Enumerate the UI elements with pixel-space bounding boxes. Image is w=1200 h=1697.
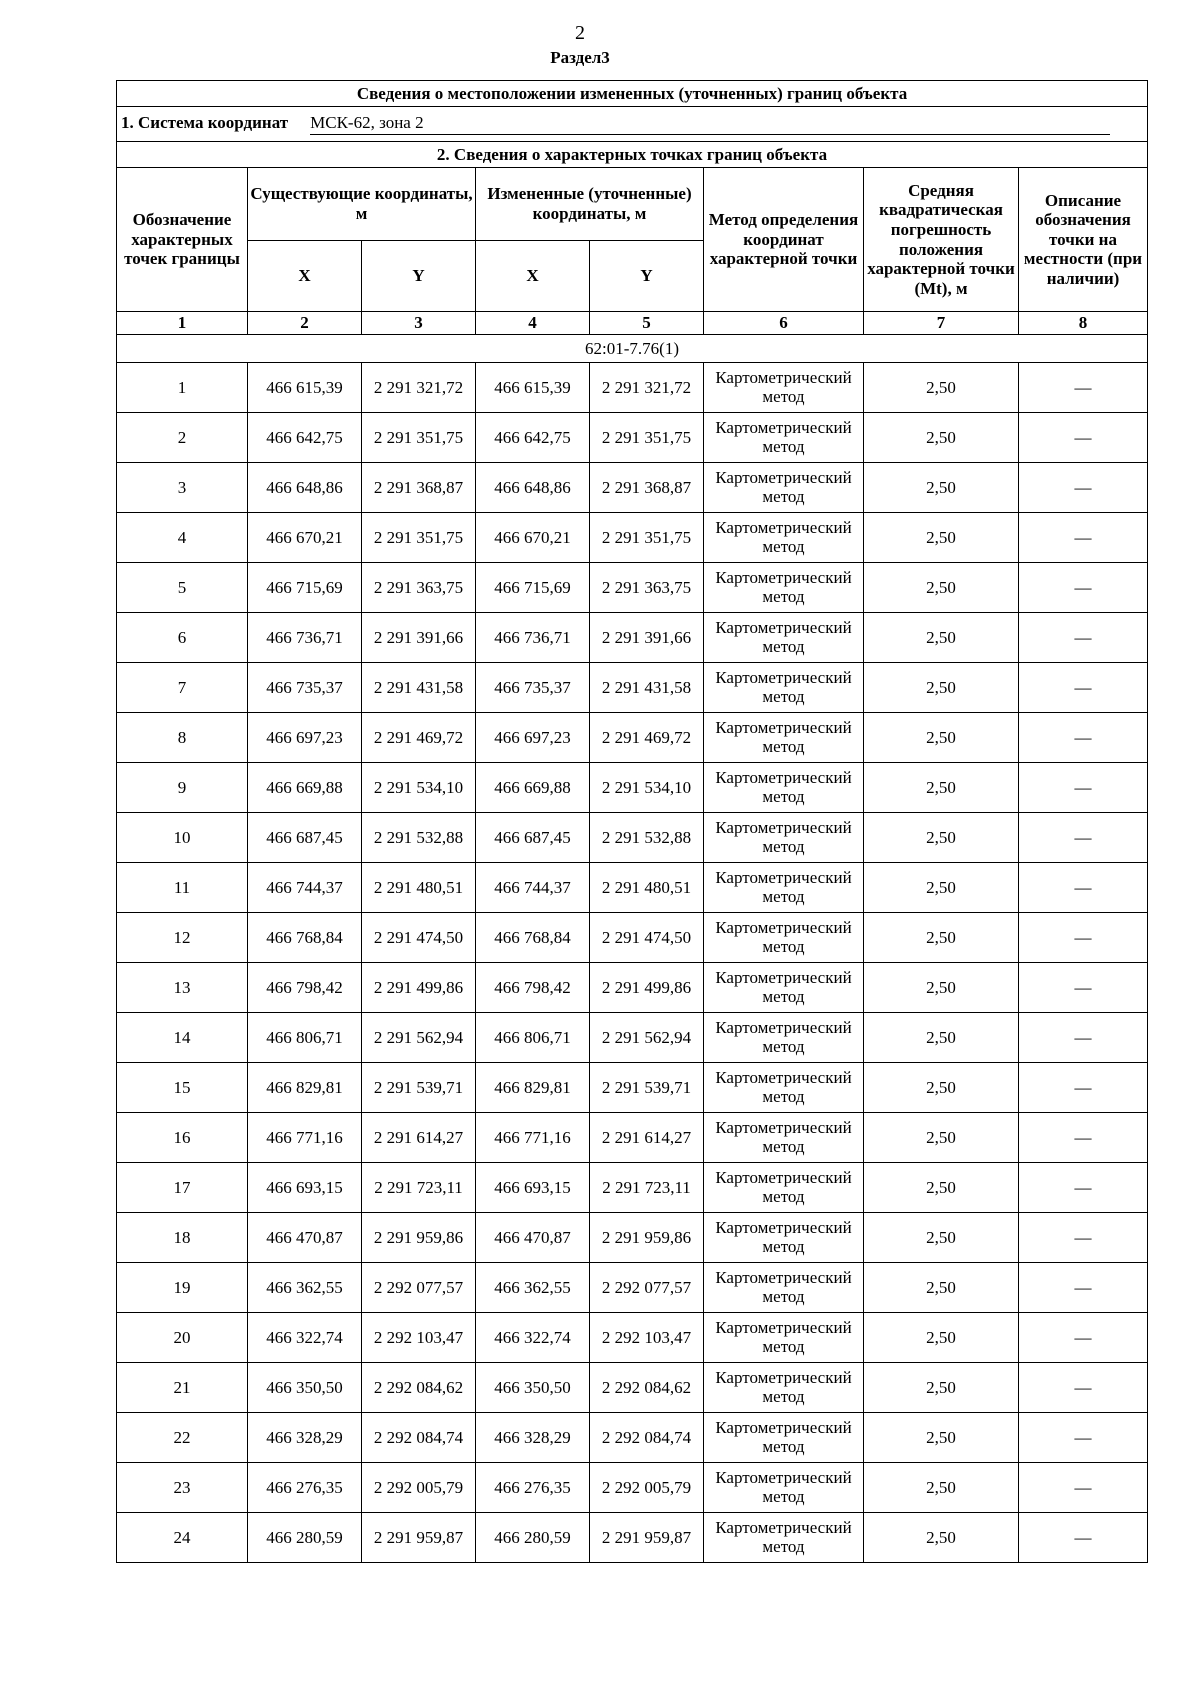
description-cell: — [1019, 363, 1148, 413]
table-row [117, 813, 1148, 863]
coordinate-system-value: МСК-62, зона 2 [310, 113, 1110, 135]
table-row [117, 1063, 1148, 1113]
method-cell: Картометрический метод [704, 1413, 864, 1463]
existing-y-cell: 2 291 532,88 [362, 813, 476, 863]
error-cell: 2,50 [864, 1113, 1019, 1163]
description-cell: — [1019, 863, 1148, 913]
col-number: 6 [704, 312, 864, 335]
col-number: 4 [476, 312, 590, 335]
error-cell: 2,50 [864, 763, 1019, 813]
method-cell: Картометрический метод [704, 1113, 864, 1163]
method-cell: Картометрический метод [704, 413, 864, 463]
method-cell: Картометрический метод [704, 863, 864, 913]
method-cell: Картометрический метод [704, 713, 864, 763]
existing-y-cell: 2 291 431,58 [362, 663, 476, 713]
description-cell: — [1019, 1213, 1148, 1263]
header-existing-x: X [248, 241, 362, 312]
table-row [117, 663, 1148, 713]
method-cell: Картометрический метод [704, 1063, 864, 1113]
existing-x-cell: 466 735,37 [248, 663, 362, 713]
changed-y-cell: 2 291 351,75 [590, 513, 704, 563]
header-method: Метод определения координат характерной точки [704, 168, 864, 312]
parcel-number: 62:01-7.76(1) [117, 335, 1148, 363]
existing-y-cell: 2 292 084,74 [362, 1413, 476, 1463]
method-cell: Картометрический метод [704, 763, 864, 813]
existing-x-cell: 466 670,21 [248, 513, 362, 563]
table-row [117, 1263, 1148, 1313]
error-cell: 2,50 [864, 1063, 1019, 1113]
existing-y-cell: 2 291 469,72 [362, 713, 476, 763]
changed-y-cell: 2 291 431,58 [590, 663, 704, 713]
method-cell: Картометрический метод [704, 1013, 864, 1063]
description-cell: — [1019, 563, 1148, 613]
point-number-cell: 22 [117, 1413, 248, 1463]
changed-x-cell: 466 771,16 [476, 1113, 590, 1163]
point-number-cell: 1 [117, 363, 248, 413]
point-number-cell: 24 [117, 1513, 248, 1563]
error-cell: 2,50 [864, 463, 1019, 513]
existing-y-cell: 2 291 959,87 [362, 1513, 476, 1563]
changed-y-cell: 2 292 084,62 [590, 1363, 704, 1413]
existing-x-cell: 466 771,16 [248, 1113, 362, 1163]
point-number-cell: 3 [117, 463, 248, 513]
changed-x-cell: 466 693,15 [476, 1163, 590, 1213]
existing-y-cell: 2 291 351,75 [362, 513, 476, 563]
changed-x-cell: 466 744,37 [476, 863, 590, 913]
description-cell: — [1019, 713, 1148, 763]
table-row [117, 563, 1148, 613]
error-cell: 2,50 [864, 1363, 1019, 1413]
table-row [117, 963, 1148, 1013]
method-cell: Картометрический метод [704, 463, 864, 513]
point-number-cell: 6 [117, 613, 248, 663]
existing-y-cell: 2 291 391,66 [362, 613, 476, 663]
col-number: 1 [117, 312, 248, 335]
method-cell: Картометрический метод [704, 1263, 864, 1313]
existing-x-cell: 466 280,59 [248, 1513, 362, 1563]
table-row [117, 363, 1148, 413]
point-number-cell: 20 [117, 1313, 248, 1363]
error-cell: 2,50 [864, 1313, 1019, 1363]
existing-y-cell: 2 291 480,51 [362, 863, 476, 913]
col-number: 7 [864, 312, 1019, 335]
error-cell: 2,50 [864, 1513, 1019, 1563]
error-cell: 2,50 [864, 413, 1019, 463]
table-row [117, 1363, 1148, 1413]
method-cell: Картометрический метод [704, 1213, 864, 1263]
method-cell: Картометрический метод [704, 1313, 864, 1363]
existing-y-cell: 2 291 723,11 [362, 1163, 476, 1213]
changed-x-cell: 466 328,29 [476, 1413, 590, 1463]
method-cell: Картометрический метод [704, 513, 864, 563]
point-number-cell: 23 [117, 1463, 248, 1513]
changed-y-cell: 2 291 532,88 [590, 813, 704, 863]
changed-y-cell: 2 291 474,50 [590, 913, 704, 963]
existing-x-cell: 466 736,71 [248, 613, 362, 663]
error-cell: 2,50 [864, 1163, 1019, 1213]
header-point: Обозначение характерных точек границы [117, 168, 248, 312]
description-cell: — [1019, 1413, 1148, 1463]
existing-x-cell: 466 687,45 [248, 813, 362, 863]
point-number-cell: 13 [117, 963, 248, 1013]
changed-x-cell: 466 362,55 [476, 1263, 590, 1313]
table-row [117, 863, 1148, 913]
description-cell: — [1019, 413, 1148, 463]
changed-y-cell: 2 291 614,27 [590, 1113, 704, 1163]
changed-y-cell: 2 291 534,10 [590, 763, 704, 813]
changed-y-cell: 2 291 321,72 [590, 363, 704, 413]
changed-y-cell: 2 292 077,57 [590, 1263, 704, 1313]
table-row [117, 1463, 1148, 1513]
point-number-cell: 17 [117, 1163, 248, 1213]
col-number: 8 [1019, 312, 1148, 335]
existing-y-cell: 2 292 005,79 [362, 1463, 476, 1513]
existing-y-cell: 2 291 321,72 [362, 363, 476, 413]
changed-y-cell: 2 292 084,74 [590, 1413, 704, 1463]
changed-x-cell: 466 280,59 [476, 1513, 590, 1563]
col-number: 2 [248, 312, 362, 335]
error-cell: 2,50 [864, 1213, 1019, 1263]
method-cell: Картометрический метод [704, 1163, 864, 1213]
method-cell: Картометрический метод [704, 1463, 864, 1513]
existing-y-cell: 2 291 499,86 [362, 963, 476, 1013]
changed-y-cell: 2 291 562,94 [590, 1013, 704, 1063]
error-cell: 2,50 [864, 913, 1019, 963]
existing-x-cell: 466 744,37 [248, 863, 362, 913]
existing-y-cell: 2 291 534,10 [362, 763, 476, 813]
table-row [117, 613, 1148, 663]
error-cell: 2,50 [864, 563, 1019, 613]
table-row [117, 913, 1148, 963]
table-row [117, 1513, 1148, 1563]
table-row [117, 413, 1148, 463]
existing-x-cell: 466 806,71 [248, 1013, 362, 1063]
changed-x-cell: 466 470,87 [476, 1213, 590, 1263]
point-number-cell: 8 [117, 713, 248, 763]
table-row [117, 463, 1148, 513]
description-cell: — [1019, 1063, 1148, 1113]
changed-x-cell: 466 648,86 [476, 463, 590, 513]
description-cell: — [1019, 1163, 1148, 1213]
description-cell: — [1019, 1263, 1148, 1313]
table-row [117, 1113, 1148, 1163]
description-cell: — [1019, 813, 1148, 863]
changed-x-cell: 466 798,42 [476, 963, 590, 1013]
existing-y-cell: 2 291 351,75 [362, 413, 476, 463]
point-number-cell: 14 [117, 1013, 248, 1063]
point-number-cell: 9 [117, 763, 248, 813]
error-cell: 2,50 [864, 813, 1019, 863]
existing-y-cell: 2 291 363,75 [362, 563, 476, 613]
existing-y-cell: 2 292 077,57 [362, 1263, 476, 1313]
description-cell: — [1019, 1513, 1148, 1563]
table-row [117, 1313, 1148, 1363]
error-cell: 2,50 [864, 513, 1019, 563]
page-number: 2 [575, 22, 585, 44]
point-number-cell: 2 [117, 413, 248, 463]
changed-y-cell: 2 291 499,86 [590, 963, 704, 1013]
changed-x-cell: 466 829,81 [476, 1063, 590, 1113]
changed-x-cell: 466 715,69 [476, 563, 590, 613]
description-cell: — [1019, 513, 1148, 563]
changed-x-cell: 466 642,75 [476, 413, 590, 463]
existing-y-cell: 2 291 368,87 [362, 463, 476, 513]
section-title: Раздел3 [550, 48, 610, 67]
point-number-cell: 15 [117, 1063, 248, 1113]
existing-x-cell: 466 322,74 [248, 1313, 362, 1363]
existing-x-cell: 466 470,87 [248, 1213, 362, 1263]
error-cell: 2,50 [864, 613, 1019, 663]
method-cell: Картометрический метод [704, 1513, 864, 1563]
method-cell: Картометрический метод [704, 1363, 864, 1413]
existing-x-cell: 466 362,55 [248, 1263, 362, 1313]
error-cell: 2,50 [864, 1263, 1019, 1313]
changed-x-cell: 466 322,74 [476, 1313, 590, 1363]
table-row [117, 1163, 1148, 1213]
method-cell: Картометрический метод [704, 663, 864, 713]
existing-y-cell: 2 291 959,86 [362, 1213, 476, 1263]
changed-x-cell: 466 687,45 [476, 813, 590, 863]
method-cell: Картометрический метод [704, 613, 864, 663]
header-error: Средняя квадратическая погрешность положения характерной точки (Mt), м [864, 168, 1019, 312]
header-existing-coords: Существующие координаты, м [248, 168, 476, 241]
header-changed-coords: Измененные (уточненные) координаты, м [476, 168, 704, 241]
existing-x-cell: 466 276,35 [248, 1463, 362, 1513]
point-number-cell: 5 [117, 563, 248, 613]
existing-x-cell: 466 697,23 [248, 713, 362, 763]
header-changed-y: Y [590, 241, 704, 312]
header-existing-y: Y [362, 241, 476, 312]
error-cell: 2,50 [864, 1463, 1019, 1513]
changed-x-cell: 466 276,35 [476, 1463, 590, 1513]
header-changed-x: X [476, 241, 590, 312]
table-row [117, 763, 1148, 813]
existing-x-cell: 466 328,29 [248, 1413, 362, 1463]
description-cell: — [1019, 1463, 1148, 1513]
description-cell: — [1019, 613, 1148, 663]
existing-x-cell: 466 648,86 [248, 463, 362, 513]
changed-y-cell: 2 292 005,79 [590, 1463, 704, 1513]
error-cell: 2,50 [864, 963, 1019, 1013]
points-section-title: 2. Сведения о характерных точках границ объекта [117, 142, 1148, 168]
description-cell: — [1019, 1113, 1148, 1163]
changed-x-cell: 466 669,88 [476, 763, 590, 813]
changed-y-cell: 2 291 723,11 [590, 1163, 704, 1213]
existing-x-cell: 466 715,69 [248, 563, 362, 613]
changed-y-cell: 2 291 959,86 [590, 1213, 704, 1263]
existing-x-cell: 466 829,81 [248, 1063, 362, 1113]
method-cell: Картометрический метод [704, 963, 864, 1013]
changed-y-cell: 2 292 103,47 [590, 1313, 704, 1363]
description-cell: — [1019, 1363, 1148, 1413]
existing-y-cell: 2 291 614,27 [362, 1113, 476, 1163]
description-cell: — [1019, 913, 1148, 963]
boundary-points-table [116, 80, 1148, 1563]
table-row [117, 1413, 1148, 1463]
changed-x-cell: 466 806,71 [476, 1013, 590, 1063]
changed-y-cell: 2 291 539,71 [590, 1063, 704, 1113]
error-cell: 2,50 [864, 863, 1019, 913]
method-cell: Картометрический метод [704, 913, 864, 963]
point-number-cell: 12 [117, 913, 248, 963]
description-cell: — [1019, 463, 1148, 513]
changed-y-cell: 2 291 351,75 [590, 413, 704, 463]
changed-y-cell: 2 291 391,66 [590, 613, 704, 663]
existing-x-cell: 466 693,15 [248, 1163, 362, 1213]
point-number-cell: 7 [117, 663, 248, 713]
method-cell: Картометрический метод [704, 563, 864, 613]
method-cell: Картометрический метод [704, 363, 864, 413]
existing-x-cell: 466 642,75 [248, 413, 362, 463]
changed-y-cell: 2 291 368,87 [590, 463, 704, 513]
error-cell: 2,50 [864, 363, 1019, 413]
existing-y-cell: 2 291 539,71 [362, 1063, 476, 1113]
changed-y-cell: 2 291 363,75 [590, 563, 704, 613]
changed-y-cell: 2 291 469,72 [590, 713, 704, 763]
existing-x-cell: 466 350,50 [248, 1363, 362, 1413]
description-cell: — [1019, 663, 1148, 713]
point-number-cell: 4 [117, 513, 248, 563]
point-number-cell: 16 [117, 1113, 248, 1163]
error-cell: 2,50 [864, 663, 1019, 713]
description-cell: — [1019, 963, 1148, 1013]
point-number-cell: 18 [117, 1213, 248, 1263]
changed-y-cell: 2 291 480,51 [590, 863, 704, 913]
existing-x-cell: 466 669,88 [248, 763, 362, 813]
existing-y-cell: 2 291 474,50 [362, 913, 476, 963]
description-cell: — [1019, 1313, 1148, 1363]
existing-y-cell: 2 292 084,62 [362, 1363, 476, 1413]
description-cell: — [1019, 1013, 1148, 1063]
error-cell: 2,50 [864, 1413, 1019, 1463]
col-number: 5 [590, 312, 704, 335]
changed-y-cell: 2 291 959,87 [590, 1513, 704, 1563]
changed-x-cell: 466 736,71 [476, 613, 590, 663]
error-cell: 2,50 [864, 1013, 1019, 1063]
table-row [117, 1013, 1148, 1063]
table-title: Сведения о местоположении измененных (уточненных) границ объекта [117, 81, 1148, 107]
point-number-cell: 11 [117, 863, 248, 913]
method-cell: Картометрический метод [704, 813, 864, 863]
table-row [117, 513, 1148, 563]
existing-x-cell: 466 798,42 [248, 963, 362, 1013]
point-number-cell: 21 [117, 1363, 248, 1413]
col-number: 3 [362, 312, 476, 335]
column-numbers-row [117, 312, 1148, 335]
error-cell: 2,50 [864, 713, 1019, 763]
existing-y-cell: 2 292 103,47 [362, 1313, 476, 1363]
changed-x-cell: 466 697,23 [476, 713, 590, 763]
changed-x-cell: 466 670,21 [476, 513, 590, 563]
description-cell: — [1019, 763, 1148, 813]
point-number-cell: 10 [117, 813, 248, 863]
changed-x-cell: 466 615,39 [476, 363, 590, 413]
changed-x-cell: 466 350,50 [476, 1363, 590, 1413]
table-row [117, 1213, 1148, 1263]
coordinate-system-row [117, 107, 1148, 142]
table-row [117, 713, 1148, 763]
changed-x-cell: 466 735,37 [476, 663, 590, 713]
existing-x-cell: 466 615,39 [248, 363, 362, 413]
coordinate-system-label: 1. Система координат [121, 113, 289, 133]
changed-x-cell: 466 768,84 [476, 913, 590, 963]
existing-y-cell: 2 291 562,94 [362, 1013, 476, 1063]
header-description: Описание обозначения точки на местности (при наличии) [1019, 168, 1148, 312]
point-number-cell: 19 [117, 1263, 248, 1313]
existing-x-cell: 466 768,84 [248, 913, 362, 963]
